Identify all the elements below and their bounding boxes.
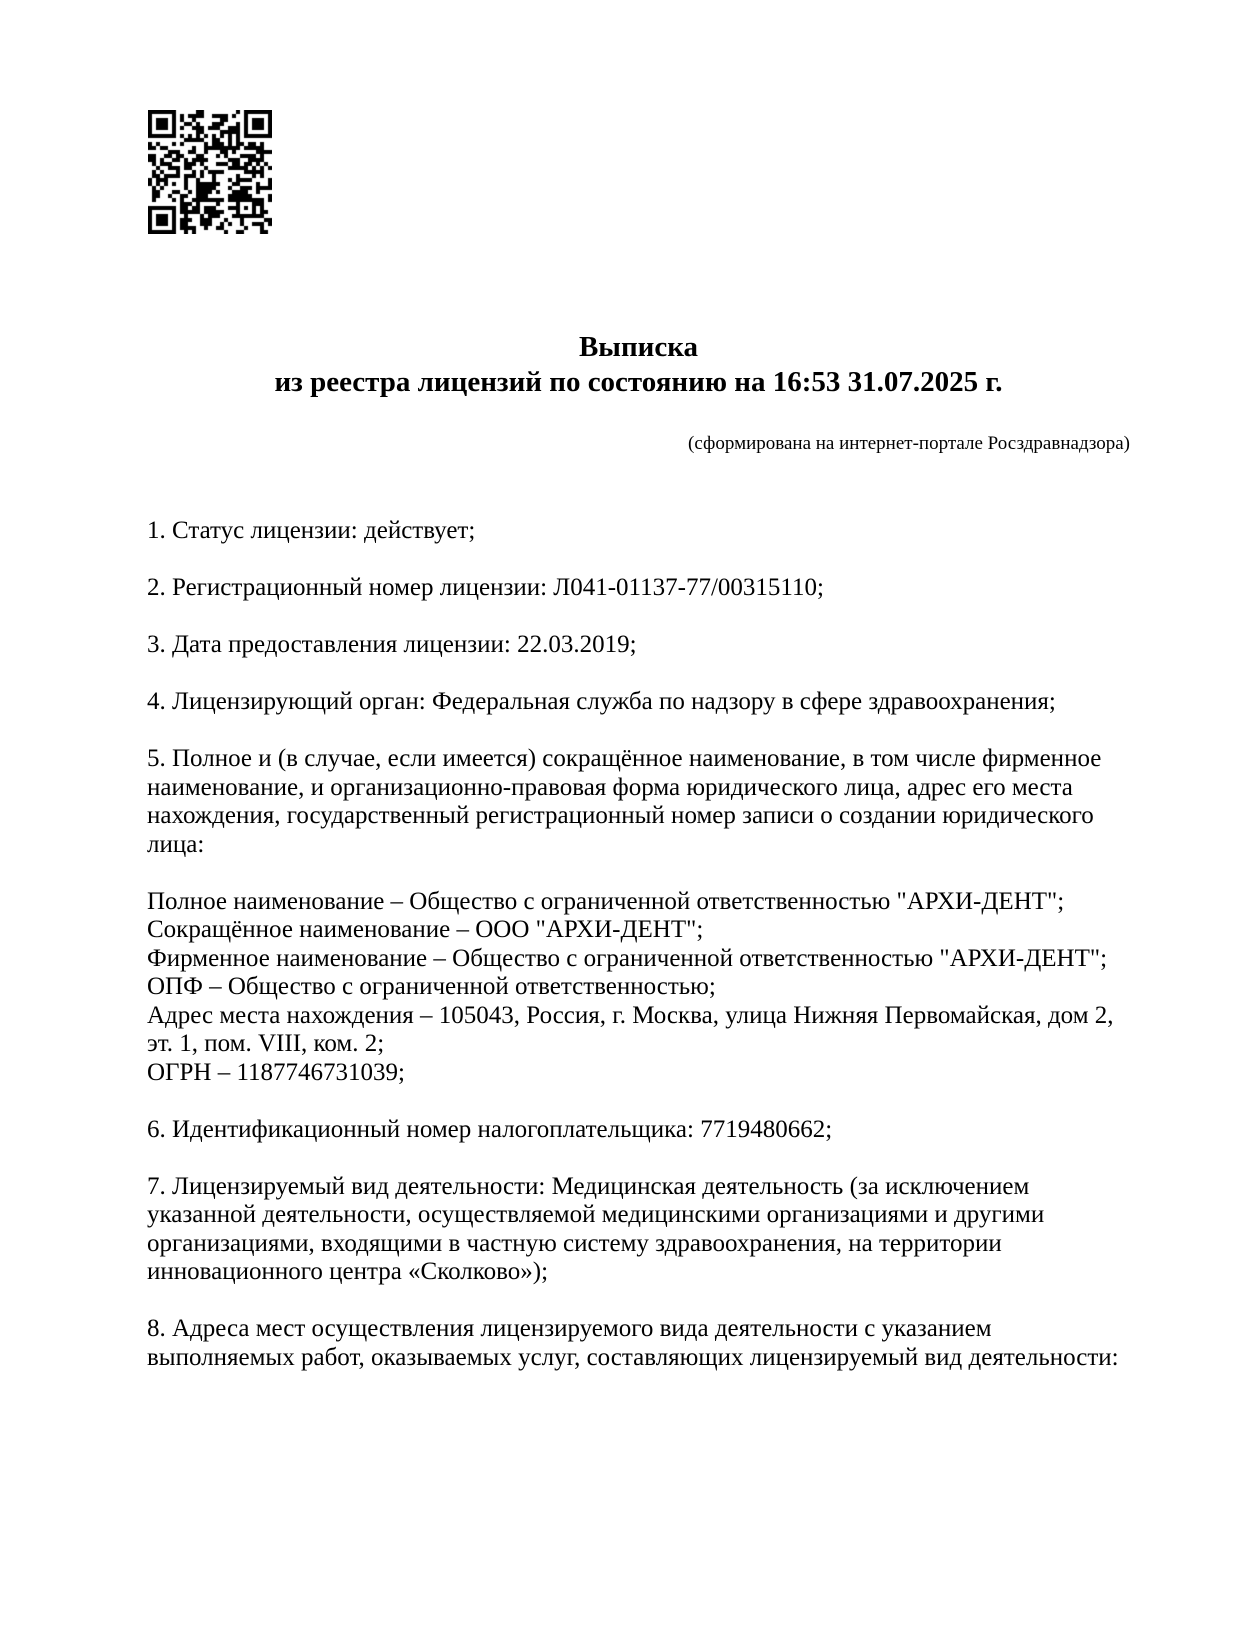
- activity-addresses-heading: 8. Адреса мест осуществления лицензируемого вида деятельности с указанием выполняемых работ, оказываемых услуг, составляющих лицензируемый вид деятельности:: [147, 1315, 1119, 1371]
- document-body: [147, 517, 1139, 1372]
- taxpayer-id: 6. Идентификационный номер налогоплательщика: 7719480662;: [147, 1115, 833, 1143]
- company-full-name: Полное наименование – Общество с ограниченной ответственностью "АРХИ-ДЕНТ";: [147, 887, 1065, 915]
- license-grant-date: 3. Дата предоставления лицензии: 22.03.2019;: [147, 631, 637, 658]
- company-details: [147, 888, 1139, 1088]
- qr-code-icon: [148, 110, 272, 234]
- company-address: Адрес места нахождения – 105043, Россия, г. Москва, улица Нижняя Первомайская, дом 2, эт. 1, пом. VIII, ком. 2;: [147, 1001, 1114, 1057]
- license-registration-number: 2. Регистрационный номер лицензии: Л041-01137-77/00315110;: [147, 574, 824, 601]
- license-status: 1. Статус лицензии: действует;: [147, 517, 476, 544]
- licensed-activity-type: 7. Лицензируемый вид деятельности: Медицинская деятельность (за исключением указанной деятельности, осуществляемой медицинскими организациями и другими организациями, входящими в частную систему здравоохранения, на территории инновационного центра «Сколково»);: [147, 1172, 1045, 1285]
- document-subtitle: (сформирована на интернет-портале Росздравнадзора): [688, 433, 1130, 454]
- document-title-line1: Выписка: [578, 331, 699, 363]
- company-short-name: Сокращённое наименование – ООО "АРХИ-ДЕНТ";: [147, 916, 704, 943]
- document-title-line2: из реестра лицензий по состоянию на 16:53 31.07.2025 г.: [274, 366, 1003, 398]
- company-opf: ОПФ – Общество с ограниченной ответственностью;: [147, 973, 716, 1000]
- document-title: [147, 330, 1130, 400]
- company-ogrn: ОГРН – 1187746731039;: [147, 1058, 405, 1086]
- licensing-authority: 4. Лицензирующий орган: Федеральная служба по надзору в сфере здравоохранения;: [147, 688, 1056, 715]
- company-brand-name: Фирменное наименование – Общество с ограниченной ответственностью "АРХИ-ДЕНТ";: [147, 944, 1108, 972]
- org-names-heading: 5. Полное и (в случае, если имеется) сокращённое наименование, в том числе фирменное наименование, и организационно-правовая форма юридического лица, адрес его места нахождения, государственный регистрационный номер записи о создании юридического лица:: [147, 745, 1102, 858]
